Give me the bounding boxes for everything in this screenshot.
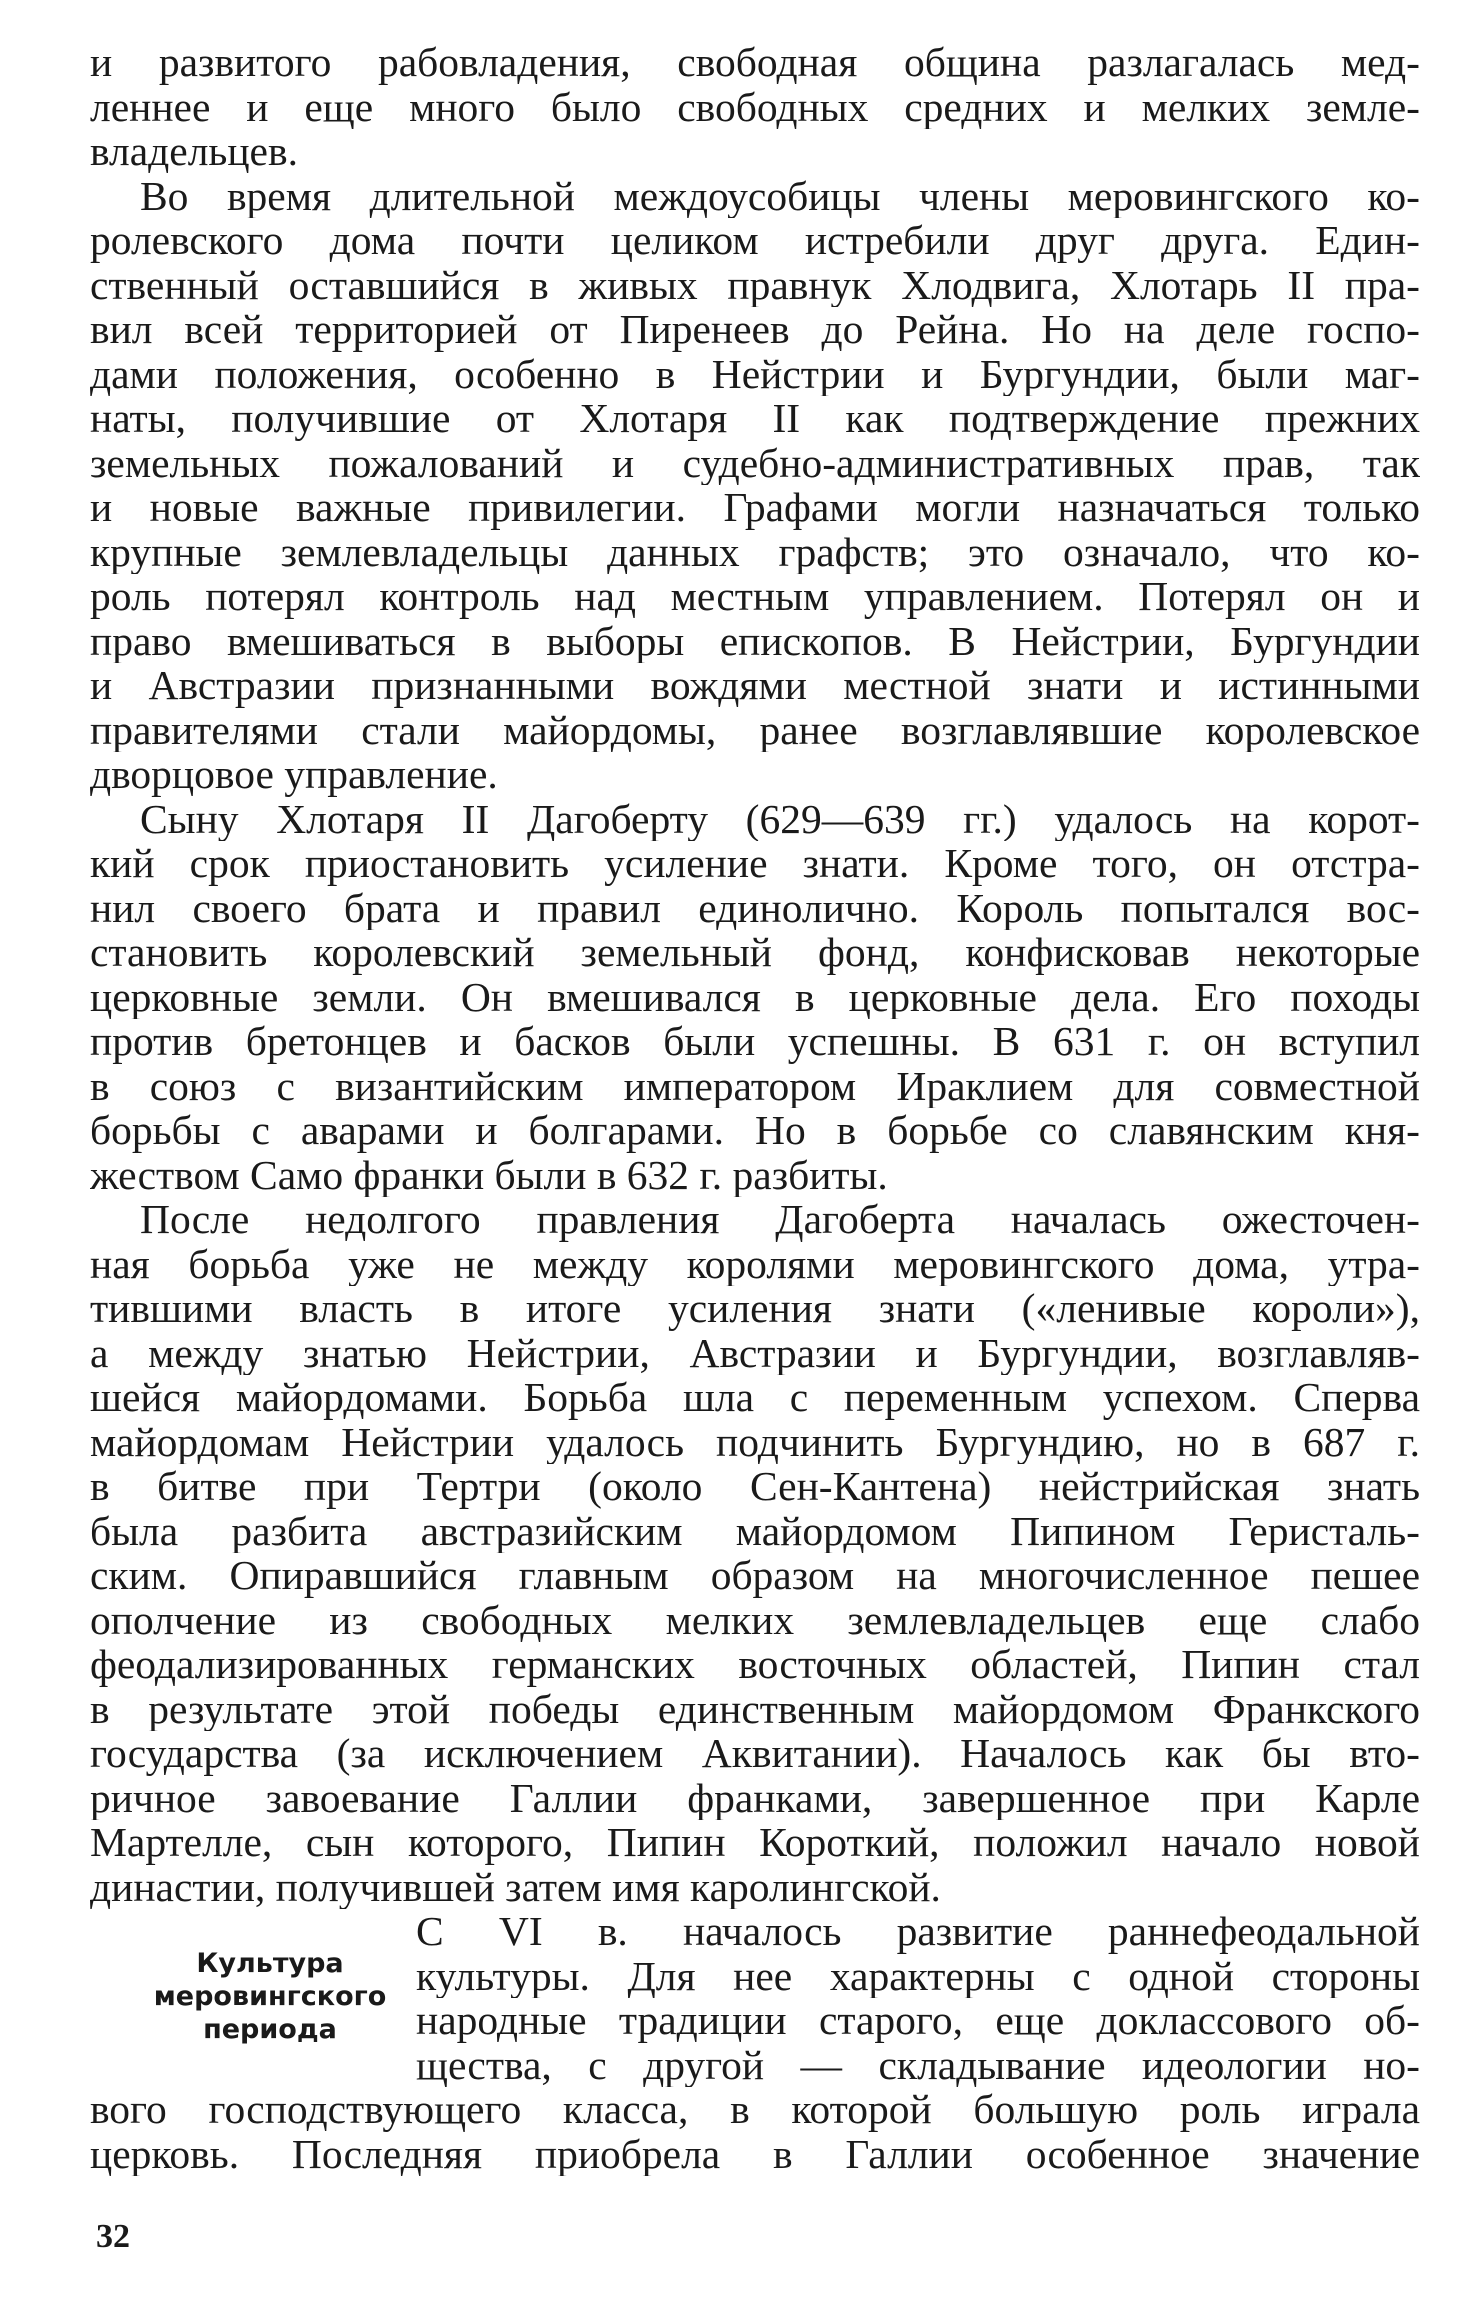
text-line: наты, получившие от Хлотаря II как подтверждение прежних <box>90 396 1420 441</box>
text-line: крупные землевладельцы данных графств; это означало, что ко- <box>90 529 1420 574</box>
text-line: роль потерял контроль над местным управлением. Потерял он и <box>90 574 1420 619</box>
text-line: в битве при Тертри (около Сен-Кантена) нейстрийская знать <box>90 1464 1420 1509</box>
text-line: Мартелле, сын которого, Пипин Короткий, положил начало новой <box>90 1820 1420 1865</box>
text-line: и новые важные привилегии. Графами могли назначаться только <box>90 485 1420 530</box>
text-line: дами положения, особенно в Нейстрии и Бургундии, были маг- <box>90 351 1420 396</box>
text-line: а между знатью Нейстрии, Австразии и Бургундии, возглавляв- <box>90 1330 1420 1375</box>
text-line: право вмешиваться в выборы епископов. В Нейстрии, Бургундии <box>90 618 1420 663</box>
text-line: ричное завоевание Галлии франками, завершенное при Карле <box>90 1775 1420 1820</box>
text-line: культуры. Для нее характерны с одной стороны <box>416 1953 1420 1998</box>
section-heading-line: периода <box>203 2014 337 2045</box>
section-heading-line: Культура <box>196 1948 344 1979</box>
text-line: ским. Опиравшийся главным образом на многочисленное пешее <box>90 1553 1420 1598</box>
paragraph-2 <box>90 174 1420 797</box>
text-line: Сыну Хлотаря II Дагоберту (629—639 гг.) удалось на корот- <box>140 796 1420 841</box>
text-line: ролевского дома почти целиком истребили друг друга. Един- <box>90 218 1420 263</box>
text-line: шейся майордомами. Борьба шла с переменным успехом. Сперва <box>90 1375 1420 1420</box>
section-heading <box>130 1947 410 2046</box>
section-heading-line: меровингского <box>153 1981 387 2012</box>
text-line: леннее и еще много было свободных средних и мелких земле- <box>90 84 1420 129</box>
text-line: становить королевский земельный фонд, конфисковав некоторые <box>90 930 1420 975</box>
page-body <box>90 40 1420 2176</box>
text-line: ная борьба уже не между королями меровингского дома, утра- <box>90 1241 1420 1286</box>
text-line: в результате этой победы единственным майордомом Франкского <box>90 1686 1420 1731</box>
text-line: После недолгого правления Дагоберта началась ожесточен- <box>140 1197 1420 1242</box>
text-line: церковные земли. Он вмешивался в церковные дела. Его походы <box>90 974 1420 1019</box>
text-line: жеством Само франки были в 632 г. разбиты. <box>90 1152 888 1197</box>
text-line: была разбита австразийским майордомом Пипином Геристаль- <box>90 1508 1420 1553</box>
text-line: дворцовое управление. <box>90 752 498 797</box>
text-line: церковь. Последняя приобрела в Галлии особенное значение <box>90 2131 1420 2176</box>
text-line: земельных пожалований и судебно-административных прав, так <box>90 440 1420 485</box>
text-line: нил своего брата и правил единолично. Король попытался вос- <box>90 885 1420 930</box>
paragraph-4 <box>90 1197 1420 1909</box>
text-line: и развитого рабовладения, свободная община разлагалась мед- <box>90 40 1420 85</box>
text-line: С VI в. началось развитие раннефеодальной <box>416 1909 1420 1954</box>
text-line: династии, получившей затем имя каролингской. <box>90 1864 941 1909</box>
text-line: вого господствующего класса, в которой большую роль играла <box>90 2087 1420 2132</box>
text-line: и Австразии признанными вождями местной знати и истинными <box>90 663 1420 708</box>
text-line: Во время длительной междоусобицы члены меровингского ко- <box>140 173 1420 218</box>
text-line: владельцев. <box>90 129 298 174</box>
section-continuation <box>90 2087 1420 2176</box>
paragraph-1 <box>90 40 1420 174</box>
text-line: майордомам Нейстрии удалось подчинить Бургундию, но в 687 г. <box>90 1419 1420 1464</box>
paragraph-3 <box>90 797 1420 1198</box>
text-line: государства (за исключением Аквитании). Началось как бы вто- <box>90 1731 1420 1776</box>
text-line: в союз с византийским императором Ираклием для совместной <box>90 1063 1420 1108</box>
text-line: ополчение из свободных мелких землевладельцев еще слабо <box>90 1597 1420 1642</box>
page-number: 32 <box>96 2218 130 2255</box>
section-culture <box>90 1909 1420 2087</box>
text-line: народные традиции старого, еще доклассового об- <box>416 1998 1420 2043</box>
text-line: против бретонцев и басков были успешны. В 631 г. он вступил <box>90 1019 1420 1064</box>
text-line: щества, с другой — складывание идеологии но- <box>416 2042 1420 2087</box>
text-line: тившими власть в итоге усиления знати («ленивые короли»), <box>90 1286 1420 1331</box>
text-line: кий срок приостановить усиление знати. Кроме того, он отстра- <box>90 841 1420 886</box>
section-side-text <box>416 1909 1420 2087</box>
text-line: правителями стали майордомы, ранее возглавлявшие королевское <box>90 707 1420 752</box>
text-line: феодализированных германских восточных областей, Пипин стал <box>90 1642 1420 1687</box>
text-line: борьбы с аварами и болгарами. Но в борьбе со славянским кня- <box>90 1108 1420 1153</box>
text-line: ственный оставшийся в живых правнук Хлодвига, Хлотарь II пра- <box>90 262 1420 307</box>
text-line: вил всей территорией от Пиренеев до Рейна. Но на деле госпо- <box>90 307 1420 352</box>
